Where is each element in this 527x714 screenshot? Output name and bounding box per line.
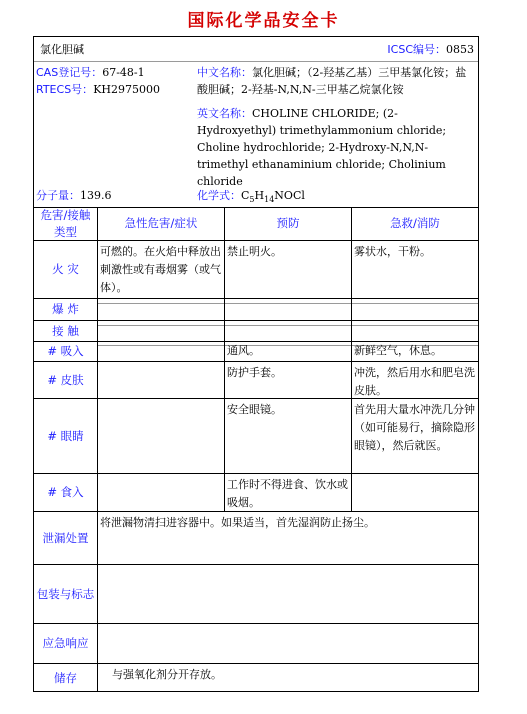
row-label-eyes: # 眼睛 <box>47 428 84 443</box>
skin-prevention: 防护手套。 <box>227 366 282 379</box>
row-label-explosion: 爆 炸 <box>52 302 79 316</box>
column-header-type: 危害/接触类型 <box>40 207 91 239</box>
skin-symptoms <box>98 362 224 364</box>
rtecs-number <box>36 81 160 98</box>
table-line-faint <box>98 303 478 304</box>
emergency-text <box>98 624 478 626</box>
row-label-contact: 接 触 <box>52 323 79 338</box>
mw-label: 分子量： <box>36 189 80 202</box>
explosion-symptoms <box>98 299 224 301</box>
icsc-label: ICSC编号： <box>387 43 446 56</box>
contact-prevention <box>225 321 351 323</box>
spill-label: 泄漏处置 <box>42 530 89 545</box>
fire-first-aid: 雾状水，干粉。 <box>354 245 431 258</box>
inhalation-first-aid: 新鲜空气，休息。 <box>354 344 442 357</box>
fire-prevention: 禁止明火。 <box>227 245 282 258</box>
cas-number <box>36 64 145 81</box>
safety-card <box>33 36 479 692</box>
chemical-formula <box>197 187 305 208</box>
eyes-first-aid: 首先用大量水冲洗几分钟（如可能易行，摘除隐形眼镜），然后就医。 <box>354 403 475 452</box>
storage-label: 储存 <box>54 670 77 685</box>
storage-text: 与强氧化剂分开存放。 <box>112 668 222 681</box>
english-name <box>197 105 477 190</box>
row-label-inhalation: # 吸入 <box>47 344 84 358</box>
skin-first-aid: 冲洗，然后用水和肥皂洗皮肤。 <box>354 366 475 397</box>
card-title: 国际化学品安全卡 <box>187 11 340 31</box>
package-text <box>98 565 478 567</box>
row-label-skin: # 皮肤 <box>47 372 84 387</box>
fire-symptoms: 可燃的。在火焰中释放出刺激性或有毒烟雾（或气体）。 <box>100 245 221 294</box>
ingestion-prevention: 工作时不得进食、饮水或吸烟。 <box>227 478 348 509</box>
chemical-name: 氯化胆碱 <box>40 43 84 56</box>
formula-h: H <box>254 189 265 202</box>
mw-value: 139.6 <box>80 189 112 202</box>
row-label-ingestion: # 食入 <box>47 485 84 499</box>
cn-name-value: 氯化胆碱；（2-羟基乙基）三甲基氯化铵；盐酸胆碱；2-羟基-N,N,N-三甲基乙烷氯化铵 <box>197 66 467 96</box>
ingestion-symptoms <box>98 474 224 476</box>
ingestion-first-aid <box>352 474 478 476</box>
contact-first-aid <box>352 321 478 323</box>
contact-symptoms <box>98 321 224 323</box>
cas-label: CAS登记号： <box>36 66 103 79</box>
formula-h-sub: 14 <box>264 195 275 205</box>
chinese-name <box>197 64 475 98</box>
emergency-label: 应急响应 <box>42 636 89 650</box>
cas-value: 67-48-1 <box>102 66 145 79</box>
formula-c-sub: 5 <box>249 195 255 205</box>
formula-rest: NOCl <box>274 189 305 202</box>
package-label: 包装与标志 <box>36 586 95 601</box>
header-divider <box>34 61 478 62</box>
eyes-prevention: 安全眼镜。 <box>227 403 282 416</box>
table-line-faint <box>98 325 478 326</box>
rtecs-label: RTECS号： <box>36 83 94 96</box>
formula-c: C <box>241 189 250 202</box>
explosion-prevention <box>225 299 351 301</box>
column-header-symptoms: 急性危害/症状 <box>124 216 198 230</box>
column-header-first-aid: 急救/消防 <box>390 216 440 230</box>
en-name-value: CHOLINE CHLORIDE; (2-Hydroxyethyl) trimethylammonium chloride; Choline hydrochloride; 2-Hydroxy-N,N,N-trimethyl ethanaminium chloride; Cholinium chloride <box>197 107 447 188</box>
cn-name-label: 中文名称： <box>197 66 252 79</box>
row-label-fire: 火 灾 <box>52 262 79 276</box>
eyes-symptoms <box>98 399 224 401</box>
explosion-first-aid <box>352 299 478 301</box>
en-name-label: 英文名称： <box>197 107 252 120</box>
column-header-prevention: 预防 <box>276 216 300 230</box>
icsc-number <box>387 41 474 58</box>
icsc-value: 0853 <box>446 43 474 56</box>
formula-label: 化学式： <box>197 189 241 202</box>
molecular-weight <box>36 187 112 204</box>
inhalation-prevention: 通风。 <box>227 344 260 357</box>
rtecs-value: KH2975000 <box>93 83 160 96</box>
spill-text: 将泄漏物清扫进容器中。如果适当，首先湿润防止扬尘。 <box>100 516 375 529</box>
